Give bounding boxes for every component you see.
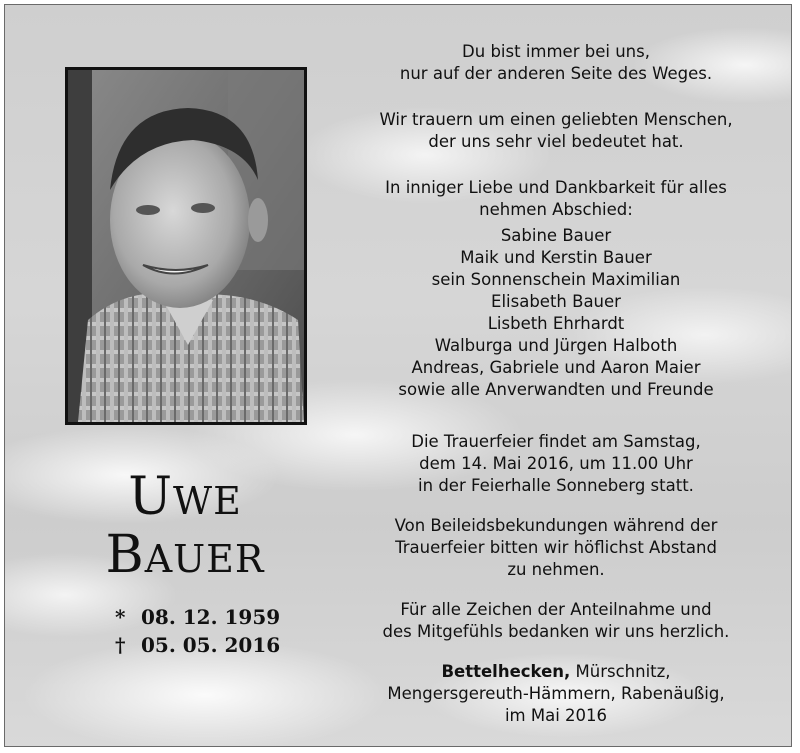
farewell-line: In inniger Liebe und Dankbarkeit für alles xyxy=(385,178,727,197)
condolence-line: Von Beileidsbekundungen während der xyxy=(394,516,718,535)
mourners-list xyxy=(341,225,771,401)
farewell-line: nehmen Abschied: xyxy=(479,200,633,219)
place-line xyxy=(341,661,771,683)
mourner-name: Walburga und Jürgen Halboth xyxy=(434,336,678,355)
place-line: Mengersgereuth-Hämmern, Rabenäußig, xyxy=(387,684,725,703)
death-date: 05. 05. 2016 xyxy=(141,633,281,657)
memorial-quote xyxy=(341,41,771,85)
ceremony-paragraph xyxy=(341,431,771,497)
quote-line: Du bist immer bei uns, xyxy=(462,42,650,61)
condolence-line: Trauerfeier bitten wir höflichst Abstand xyxy=(395,538,717,557)
place-line: im Mai 2016 xyxy=(504,706,608,725)
deceased-first-name xyxy=(75,467,295,527)
mourner-name: sein Sonnenschein Maximilian xyxy=(431,270,681,289)
death-date-row xyxy=(115,631,280,659)
thanks-line: Für alle Zeichen der Anteilnahme und xyxy=(400,600,712,619)
birth-date: 08. 12. 1959 xyxy=(141,605,281,629)
mourner-name: Maik und Kerstin Bauer xyxy=(460,248,652,267)
birth-symbol: * xyxy=(115,605,126,629)
death-symbol: † xyxy=(115,633,126,657)
quote-line: nur auf der anderen Seite des Weges. xyxy=(399,64,713,83)
obituary-card xyxy=(4,4,792,747)
first-name-rest: WE xyxy=(173,479,242,523)
farewell-paragraph xyxy=(341,177,771,221)
place-paragraph xyxy=(341,661,771,727)
mourner-name: Lisbeth Ehrhardt xyxy=(487,314,625,333)
first-name-initial: U xyxy=(128,467,174,527)
place-bold: Bettelhecken, xyxy=(441,662,571,681)
portrait-photo xyxy=(65,67,307,425)
last-name-rest: AUER xyxy=(144,537,265,581)
deceased-last-name xyxy=(75,525,295,585)
birth-date-row xyxy=(115,603,280,631)
portrait-image xyxy=(68,70,304,422)
last-name-initial: B xyxy=(105,525,145,585)
mourner-name: Elisabeth Bauer xyxy=(491,292,621,311)
intro-line: der uns sehr viel bedeutet hat. xyxy=(428,132,684,151)
place-rest: Mürschnitz, xyxy=(570,662,671,681)
ceremony-line: in der Feierhalle Sonneberg statt. xyxy=(418,476,694,495)
mourner-name: Sabine Bauer xyxy=(500,226,612,245)
intro-line: Wir trauern um einen geliebten Menschen, xyxy=(379,110,733,129)
condolence-line: zu nehmen. xyxy=(507,560,605,579)
mourner-name: sowie alle Anverwandten und Freunde xyxy=(398,380,714,399)
thanks-line: des Mitgefühls bedanken wir uns herzlich. xyxy=(382,622,730,641)
ceremony-line: dem 14. Mai 2016, um 11.00 Uhr xyxy=(419,454,693,473)
ceremony-line: Die Trauerfeier findet am Samstag, xyxy=(411,432,701,451)
condolence-paragraph xyxy=(341,515,771,581)
intro-paragraph xyxy=(341,109,771,153)
mourner-name: Andreas, Gabriele und Aaron Maier xyxy=(411,358,701,377)
life-dates xyxy=(115,603,280,659)
thanks-paragraph xyxy=(341,599,771,643)
